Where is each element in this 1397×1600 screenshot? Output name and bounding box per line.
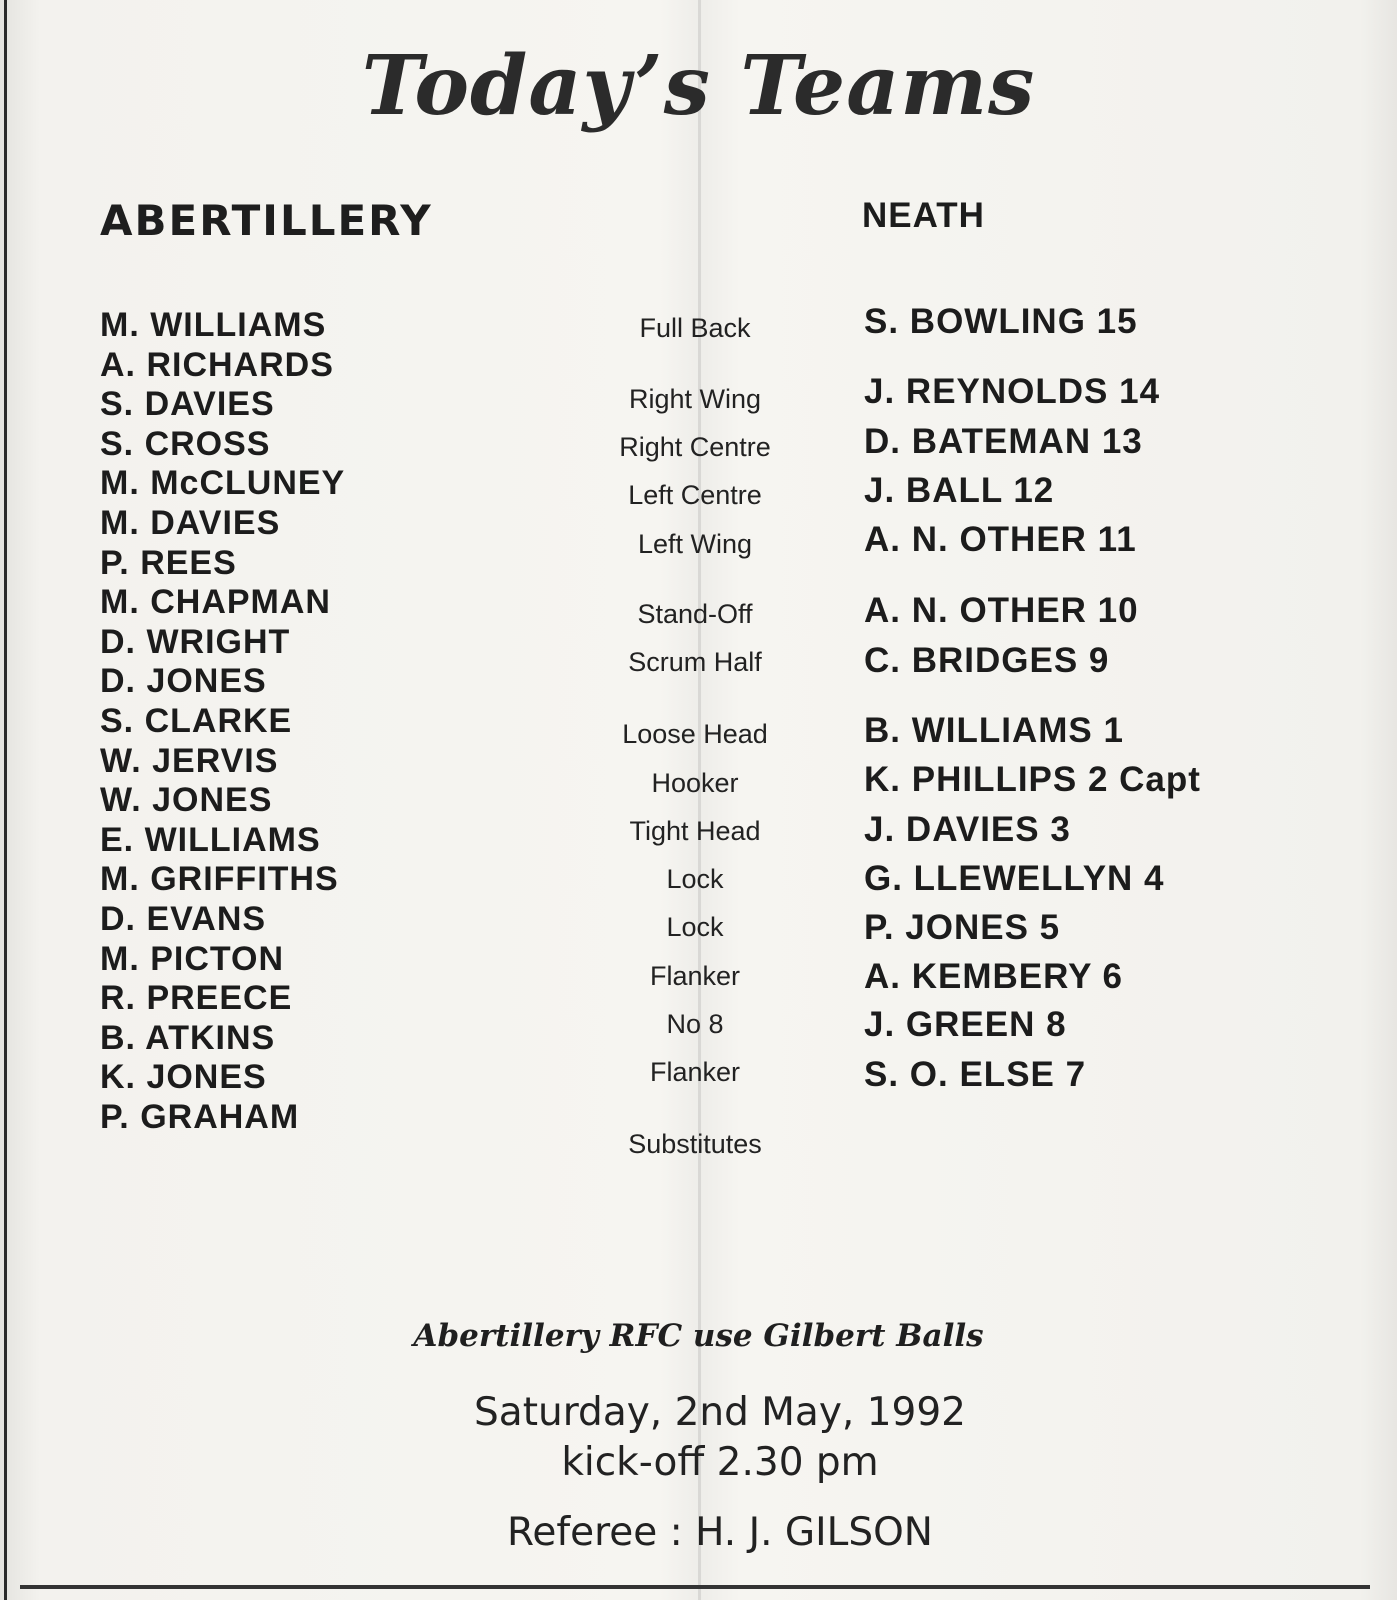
away-player: P. JONES 5 [864, 908, 1061, 947]
home-team-name: ABERTILLERY [100, 196, 433, 245]
away-player: K. PHILLIPS 2 Capt [864, 760, 1201, 799]
home-player: B. ATKINS [100, 1018, 276, 1057]
away-player: J. BALL 12 [864, 471, 1055, 510]
away-player: C. BRIDGES 9 [864, 641, 1110, 680]
position-label: Left Wing [637, 529, 753, 559]
home-player: P. REES [100, 543, 237, 582]
home-player: M. CHAPMAN [100, 583, 331, 622]
position-label: Flanker [649, 1057, 741, 1087]
away-player: A. KEMBERY 6 [864, 957, 1123, 996]
home-player: M. McCLUNEY [100, 464, 346, 503]
substitutes-label: Substitutes [628, 1129, 762, 1159]
away-player: G. LLEWELLYN 4 [864, 859, 1165, 898]
position-label: Lock [666, 912, 724, 942]
home-player: S. DAVIES [100, 385, 275, 424]
home-player: M. DAVIES [100, 503, 281, 542]
position-label: Loose Head [622, 719, 768, 749]
away-player: D. BATEMAN 13 [864, 422, 1143, 461]
away-player: A. N. OTHER 11 [864, 520, 1137, 559]
away-player: J. GREEN 8 [864, 1005, 1067, 1044]
position-label: Full Back [639, 313, 751, 343]
position-label: Lock [666, 864, 724, 894]
position-label: Scrum Half [628, 647, 762, 677]
home-player: W. JERVIS [100, 741, 279, 780]
sponsor-line: Abertillery RFC use Gilbert Balls [413, 1318, 984, 1354]
fold-crease [698, 0, 701, 1600]
away-team-name: NEATH [862, 196, 985, 235]
away-player: S. BOWLING 15 [864, 302, 1138, 341]
home-player: M. PICTON [100, 939, 285, 978]
home-player: D. JONES [100, 662, 267, 701]
home-player: A. RICHARDS [100, 345, 334, 384]
position-label: Left Centre [628, 480, 762, 510]
home-player: W. JONES [100, 781, 273, 820]
home-player: S. CROSS [100, 424, 271, 463]
position-label: Flanker [649, 961, 741, 991]
position-label: Tight Head [629, 816, 761, 846]
away-player: A. N. OTHER 10 [864, 591, 1139, 630]
home-player: E. WILLIAMS [100, 820, 321, 859]
home-player: M. GRIFFITHS [100, 860, 339, 899]
away-player: S. O. ELSE 7 [864, 1055, 1087, 1094]
home-player: M. WILLIAMS [100, 306, 327, 344]
home-player: R. PREECE [100, 979, 293, 1018]
home-player: D. EVANS [100, 899, 267, 938]
home-player: P. GRAHAM [100, 1097, 300, 1136]
away-player: J. DAVIES 3 [864, 810, 1071, 849]
position-label: Right Centre [619, 432, 771, 462]
page-title: Today’s Teams [361, 38, 1036, 134]
home-team-list [100, 306, 345, 1137]
position-label: Right Wing [628, 384, 762, 414]
match-date: Saturday, 2nd May, 1992 [474, 1390, 966, 1435]
left-border-rule [4, 0, 7, 1600]
referee-line: Referee : H. J. GILSON [507, 1510, 933, 1555]
home-player: K. JONES [100, 1058, 267, 1097]
position-label: Hooker [651, 768, 739, 798]
home-player: D. WRIGHT [100, 622, 291, 661]
bottom-border-rule [20, 1585, 1370, 1589]
home-player: S. CLARKE [100, 701, 293, 740]
position-label: Stand-Off [637, 599, 753, 629]
away-player: J. REYNOLDS 14 [864, 372, 1161, 411]
away-player: B. WILLIAMS 1 [864, 711, 1124, 750]
kickoff-time: kick-off 2.30 pm [561, 1440, 879, 1485]
position-label: No 8 [666, 1009, 724, 1039]
